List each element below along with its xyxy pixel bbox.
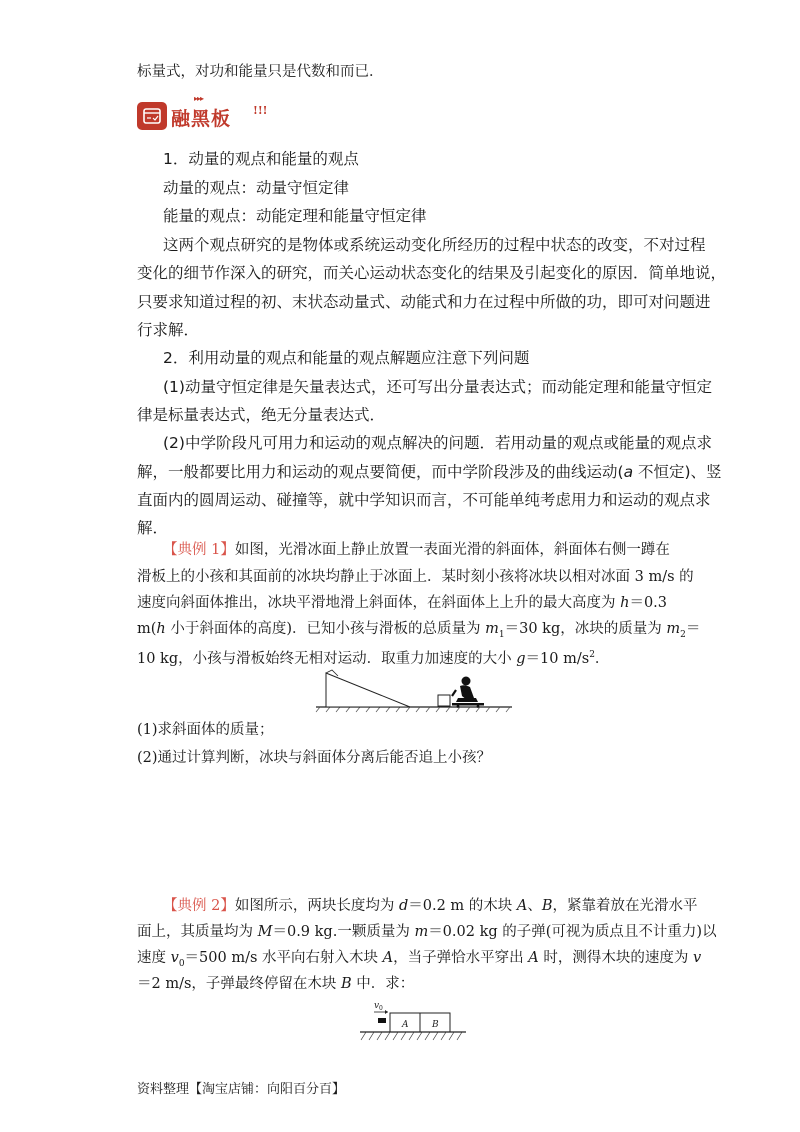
section2-item1-line: 律是标量表达式，绝无分量表达式．: [137, 406, 386, 424]
text: ＝10 m/s: [525, 650, 590, 667]
example2-line: [137, 922, 717, 942]
ice-block: [438, 695, 450, 706]
energy-view: 能量的观点：动能定理和能量守恒定律: [163, 207, 427, 225]
top-line: 标量式，对功和能量只是代数和而已．: [137, 64, 384, 80]
section2-item2-line: 解．: [137, 519, 169, 537]
section1-para-line: 这两个观点研究的是物体或系统运动变化所经历的过程中状态的改变，不对过程: [163, 236, 706, 254]
text: 10 kg，小孩与滑板始终无相对运动．取重力加速度的大小: [137, 650, 517, 667]
footer-source: 资料整理【淘宝店铺：向阳百分百】: [137, 1082, 346, 1097]
text: 解，一般都要比用力和运动的观点要简便，而中学阶段涉及的曲线运动(: [137, 463, 624, 481]
example1-line: 滑板上的小孩和其面前的冰块均静止于冰面上．某时刻小孩将冰块以相对冰面 3 m/s 的: [137, 569, 694, 585]
text: ＝2 m/s，子弹最终停留在木块: [137, 976, 342, 992]
section-badge: [137, 94, 268, 132]
text: 速度: [137, 950, 171, 966]
badge-arrows: ▸▸▸: [194, 94, 204, 103]
board-icon: [137, 102, 167, 130]
section2-item2-line: [137, 462, 722, 482]
incline-body: [326, 673, 410, 707]
superscript: 2: [589, 650, 595, 660]
badge-title: 融黑板: [171, 108, 232, 130]
section2-heading: 2．利用动量的观点和能量的观点解题应注意下列问题: [163, 349, 530, 367]
badge-exclamation: !!!: [253, 104, 268, 117]
section1-heading: 1．动量的观点和能量的观点: [163, 150, 359, 168]
example1-line: [163, 540, 670, 560]
var: B: [541, 898, 553, 914]
velocity-label: v: [374, 1001, 380, 1011]
text: ，当子弹恰水平穿出: [393, 950, 529, 966]
text: 如图，光滑冰面上静止放置一表面光滑的斜面体，斜面体右侧一蹲在: [234, 542, 670, 558]
text: 时，测得木块的速度为: [538, 950, 693, 966]
text: m(: [137, 621, 157, 637]
block-b-label: B: [432, 1020, 439, 1030]
var: h: [156, 621, 166, 637]
example1-question-1: (1)求斜面体的质量；: [137, 722, 274, 738]
example1-line: [137, 593, 667, 613]
var: A: [516, 898, 528, 914]
subscript: 0: [178, 958, 185, 969]
var: A: [382, 950, 394, 966]
section1-para-line: 变化的细节作深入的研究，而关心运动状态变化的结果及引起变化的原因．简单地说，: [137, 264, 727, 282]
section1-para-line: 只要求知道过程的初、末状态动量式、动能式和力在过程中所做的功，即可对问题进: [137, 293, 711, 311]
text: ．: [594, 650, 610, 667]
example2-line: [137, 948, 701, 974]
text: 如图所示，两块长度均为: [234, 898, 399, 914]
var: m: [485, 621, 499, 637]
text: 中．求：: [351, 976, 415, 992]
text: ＝30 kg，冰块的质量为: [504, 621, 667, 637]
child-figure: [452, 677, 478, 703]
velocity-subscript: 0: [379, 1005, 383, 1012]
example1-line: [137, 645, 609, 669]
text: ＝: [685, 621, 701, 637]
text: ＝0.9 kg.一颗质量为: [272, 924, 415, 940]
bullet: [378, 1018, 386, 1023]
text: 速度向斜面体推出，冰块平滑地滑上斜面体，在斜面体上上升的最大高度为: [137, 595, 621, 611]
example2-tag: 【典例 2】: [163, 898, 235, 914]
skateboard: [452, 703, 484, 706]
var: v: [692, 950, 702, 966]
var: g: [516, 650, 526, 667]
var: h: [620, 595, 630, 611]
section2-item1-line: (1)动量守恒定律是矢量表达式，还可写出分量表达式；而动能定理和能量守恒定: [163, 378, 712, 396]
var: B: [341, 976, 352, 992]
var: m: [666, 621, 681, 637]
text: ＝0.2 m 的木块: [408, 898, 517, 914]
block-a-label: A: [402, 1020, 409, 1030]
example2-figure: [358, 998, 468, 1046]
var: d: [398, 898, 409, 914]
text: ＝500 m/s 水平向右射入木块: [184, 950, 383, 966]
var: v: [170, 950, 179, 966]
example2-line: [137, 974, 414, 994]
section2-item2-line: 直面内的圆周运动、碰撞等，就中学知识而言，不可能单纯考虑用力和运动的观点求: [137, 491, 711, 509]
text: ＝0.3: [629, 595, 668, 611]
text: ＝0.02 kg 的子弹(可视为质点且不计重力)以: [428, 924, 717, 940]
example1-question-2: (2)通过计算判断，冰块与斜面体分离后能否追上小孩？: [137, 750, 492, 766]
text: 不恒定)、竖: [633, 463, 722, 481]
section1-para-line: 行求解．: [137, 321, 200, 339]
subscript: 1: [498, 629, 505, 640]
var-a: a: [623, 463, 634, 481]
var: A: [528, 950, 539, 966]
example2-line: [163, 896, 698, 916]
example1-line: [137, 619, 700, 645]
text: 、: [527, 898, 542, 914]
var: M: [257, 924, 273, 940]
example1-figure: [312, 668, 516, 716]
momentum-view: 动量的观点：动量守恒定律: [163, 179, 350, 197]
example1-tag: 【典例 1】: [163, 542, 235, 558]
text: ，紧靠着放在光滑水平: [552, 898, 698, 914]
var: m: [414, 924, 429, 940]
text: 小于斜面体的高度)．已知小孩与滑板的总质量为: [165, 621, 486, 637]
subscript: 2: [680, 629, 686, 640]
section2-item2-line: (2)中学阶段凡可用力和运动的观点解决的问题．若用动量的观点或能量的观点求: [163, 434, 712, 452]
text: 面上，其质量均为: [137, 924, 258, 940]
